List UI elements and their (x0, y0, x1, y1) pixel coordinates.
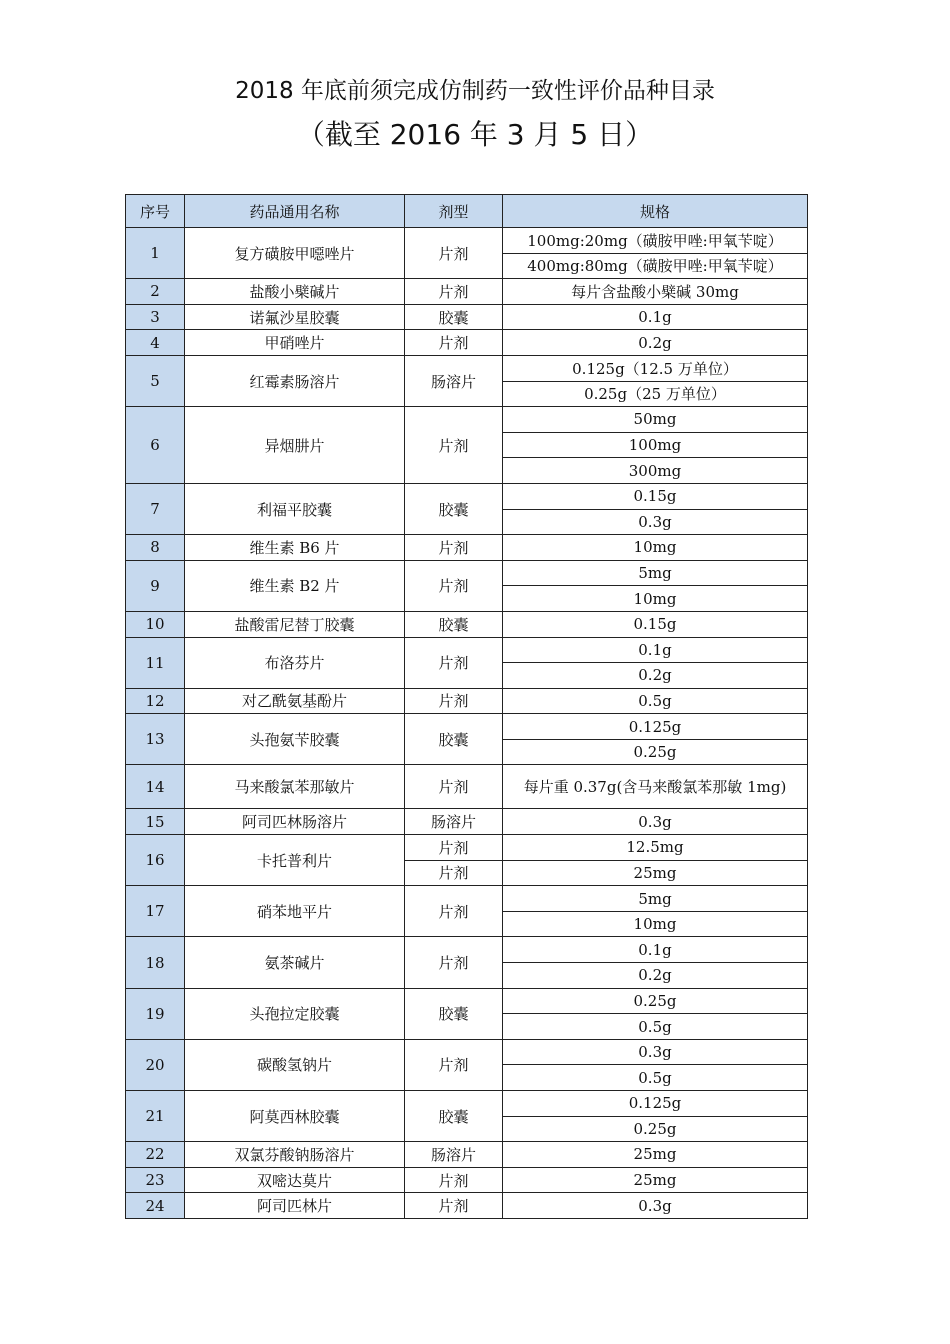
drug-name-cell: 对乙酰氨基酚片 (185, 688, 405, 714)
row-index: 15 (126, 809, 185, 835)
dosage-form-cell: 片剂 (405, 560, 503, 611)
row-index: 14 (126, 765, 185, 809)
drug-name-cell: 硝苯地平片 (185, 886, 405, 937)
row-index: 1 (126, 228, 185, 279)
row-index: 3 (126, 304, 185, 330)
specification-cell: 0.1g (503, 304, 808, 330)
specification-cell: 0.2g (503, 330, 808, 356)
table-body (126, 228, 808, 1219)
drug-name-cell: 维生素 B2 片 (185, 560, 405, 611)
drug-name-cell: 甲硝唑片 (185, 330, 405, 356)
drug-name-cell: 盐酸雷尼替丁胶囊 (185, 611, 405, 637)
table-row (126, 637, 808, 663)
row-index: 22 (126, 1142, 185, 1168)
specification-cell: 25mg (503, 860, 808, 886)
specification-cell: 0.15g (503, 611, 808, 637)
row-index: 19 (126, 988, 185, 1039)
specification-cell: 12.5mg (503, 835, 808, 861)
dosage-form-cell: 片剂 (405, 535, 503, 561)
table-row (126, 1167, 808, 1193)
table-row (126, 835, 808, 861)
row-index: 16 (126, 835, 185, 886)
specification-cell: 0.25g (503, 1116, 808, 1142)
specification-cell: 400mg:80mg（磺胺甲唑:甲氧苄啶） (503, 253, 808, 279)
drug-name-cell: 布洛芬片 (185, 637, 405, 688)
specification-cell: 50mg (503, 407, 808, 433)
drug-name-cell: 双嘧达莫片 (185, 1167, 405, 1193)
drug-name-cell: 异烟肼片 (185, 407, 405, 484)
row-index: 5 (126, 355, 185, 406)
dosage-form-cell: 片剂 (405, 937, 503, 988)
dosage-form-cell: 胶囊 (405, 988, 503, 1039)
table-row (126, 560, 808, 586)
drug-name-cell: 双氯芬酸钠肠溶片 (185, 1142, 405, 1168)
table-row (126, 228, 808, 254)
row-index: 12 (126, 688, 185, 714)
row-index: 21 (126, 1091, 185, 1142)
specification-cell: 每片含盐酸小檗碱 30mg (503, 279, 808, 305)
drug-name-cell: 红霉素肠溶片 (185, 355, 405, 406)
specification-cell: 0.3g (503, 1039, 808, 1065)
row-index: 24 (126, 1193, 185, 1219)
row-index: 7 (126, 483, 185, 534)
specification-cell: 10mg (503, 586, 808, 612)
dosage-form-cell: 肠溶片 (405, 809, 503, 835)
table-row (126, 1142, 808, 1168)
drug-name-cell: 马来酸氯苯那敏片 (185, 765, 405, 809)
drug-catalog-table (125, 194, 808, 1219)
table-header-row (126, 195, 808, 228)
dosage-form-cell: 片剂 (405, 1193, 503, 1219)
specification-cell: 0.125g (503, 714, 808, 740)
drug-name-cell: 复方磺胺甲噁唑片 (185, 228, 405, 279)
row-index: 18 (126, 937, 185, 988)
row-index: 13 (126, 714, 185, 765)
table-row (126, 304, 808, 330)
table-row (126, 355, 808, 381)
specification-cell: 100mg:20mg（磺胺甲唑:甲氧苄啶） (503, 228, 808, 254)
row-index: 4 (126, 330, 185, 356)
drug-name-cell: 维生素 B6 片 (185, 535, 405, 561)
specification-cell: 10mg (503, 911, 808, 937)
dosage-form-cell: 片剂 (405, 765, 503, 809)
specification-cell: 25mg (503, 1167, 808, 1193)
dosage-form-cell: 片剂 (405, 688, 503, 714)
specification-cell: 0.25g (503, 988, 808, 1014)
specification-cell: 0.2g (503, 963, 808, 989)
specification-cell: 0.3g (503, 809, 808, 835)
specification-cell: 0.2g (503, 663, 808, 689)
dosage-form-cell: 片剂 (405, 279, 503, 305)
table-row (126, 1091, 808, 1117)
specification-cell: 300mg (503, 458, 808, 484)
dosage-form-cell: 片剂 (405, 407, 503, 484)
specification-cell: 0.25g（25 万单位） (503, 381, 808, 407)
drug-name-cell: 阿莫西林胶囊 (185, 1091, 405, 1142)
table-row (126, 1193, 808, 1219)
specification-cell: 0.5g (503, 1014, 808, 1040)
header-drug-name: 药品通用名称 (185, 195, 405, 228)
specification-cell: 0.1g (503, 937, 808, 963)
table-row (126, 1039, 808, 1065)
drug-name-cell: 阿司匹林片 (185, 1193, 405, 1219)
document-title: 2018 年底前须完成仿制药一致性评价品种目录 (235, 78, 715, 104)
table-row (126, 611, 808, 637)
dosage-form-cell: 胶囊 (405, 1091, 503, 1142)
header-index: 序号 (126, 195, 185, 228)
drug-name-cell: 碳酸氢钠片 (185, 1039, 405, 1090)
row-index: 6 (126, 407, 185, 484)
row-index: 2 (126, 279, 185, 305)
dosage-form-cell: 片剂 (405, 1167, 503, 1193)
dosage-form-cell: 肠溶片 (405, 355, 503, 406)
drug-name-cell: 头孢氨苄胶囊 (185, 714, 405, 765)
dosage-form-cell: 胶囊 (405, 714, 503, 765)
specification-cell: 100mg (503, 432, 808, 458)
dosage-form-cell: 片剂 (405, 1039, 503, 1090)
dosage-form-cell: 片剂 (405, 228, 503, 279)
drug-name-cell: 诺氟沙星胶囊 (185, 304, 405, 330)
specification-cell: 5mg (503, 560, 808, 586)
table-row (126, 937, 808, 963)
specification-cell: 0.5g (503, 1065, 808, 1091)
drug-name-cell: 利福平胶囊 (185, 483, 405, 534)
table-row (126, 688, 808, 714)
table-row (126, 714, 808, 740)
specification-cell: 0.3g (503, 1193, 808, 1219)
specification-cell: 0.5g (503, 688, 808, 714)
header-specification: 规格 (503, 195, 808, 228)
specification-cell: 10mg (503, 535, 808, 561)
drug-name-cell: 盐酸小檗碱片 (185, 279, 405, 305)
row-index: 23 (126, 1167, 185, 1193)
dosage-form-cell: 胶囊 (405, 611, 503, 637)
specification-cell: 0.1g (503, 637, 808, 663)
table-row (126, 330, 808, 356)
dosage-form-cell: 片剂 (405, 860, 503, 886)
dosage-form-cell: 片剂 (405, 637, 503, 688)
specification-cell: 25mg (503, 1142, 808, 1168)
row-index: 10 (126, 611, 185, 637)
table-row (126, 535, 808, 561)
dosage-form-cell: 肠溶片 (405, 1142, 503, 1168)
document-subtitle: （截至 2016 年 3 月 5 日） (296, 118, 654, 151)
dosage-form-cell: 片剂 (405, 886, 503, 937)
row-index: 17 (126, 886, 185, 937)
table-row (126, 809, 808, 835)
specification-cell: 0.15g (503, 483, 808, 509)
table-row (126, 483, 808, 509)
dosage-form-cell: 胶囊 (405, 304, 503, 330)
specification-cell: 0.3g (503, 509, 808, 535)
dosage-form-cell: 片剂 (405, 835, 503, 861)
drug-name-cell: 氨茶碱片 (185, 937, 405, 988)
table-row (126, 988, 808, 1014)
row-index: 20 (126, 1039, 185, 1090)
dosage-form-cell: 胶囊 (405, 483, 503, 534)
table-row (126, 765, 808, 809)
drug-name-cell: 头孢拉定胶囊 (185, 988, 405, 1039)
table-row (126, 886, 808, 912)
specification-cell: 0.25g (503, 739, 808, 765)
row-index: 8 (126, 535, 185, 561)
drug-name-cell: 阿司匹林肠溶片 (185, 809, 405, 835)
table-row (126, 407, 808, 433)
row-index: 11 (126, 637, 185, 688)
specification-cell: 0.125g（12.5 万单位） (503, 355, 808, 381)
row-index: 9 (126, 560, 185, 611)
dosage-form-cell: 片剂 (405, 330, 503, 356)
table-row (126, 279, 808, 305)
specification-cell: 0.125g (503, 1091, 808, 1117)
specification-cell: 5mg (503, 886, 808, 912)
drug-name-cell: 卡托普利片 (185, 835, 405, 886)
specification-cell: 每片重 0.37g(含马来酸氯苯那敏 1mg) (503, 765, 808, 809)
header-dosage-form: 剂型 (405, 195, 503, 228)
